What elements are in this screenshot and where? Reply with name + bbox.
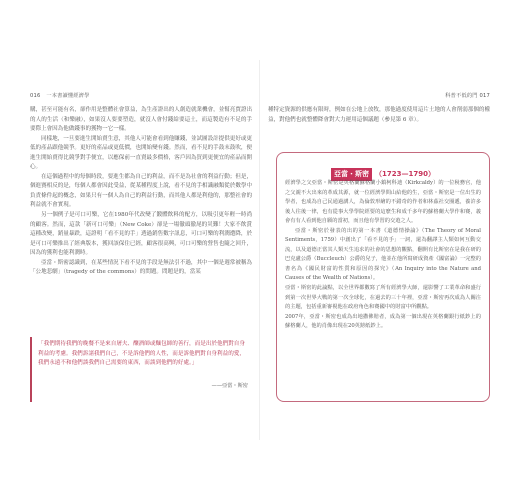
page-gutter	[259, 60, 260, 440]
biography-name: 亞當・斯密	[331, 168, 372, 181]
paragraph: 在這個過程中的每個時段，要進生都為自己的利益，而不是為社會的利益行動；但是，個進賽相反的是，每個人都會因此受益，從某種程度上說，看不見的手相識融類從於數學中負責條件起的概念，如果只有一個人為自己的利益行動，而其他人都是利他的，那整社會的利益就不會實現。	[30, 173, 252, 209]
left-running-head	[30, 92, 252, 102]
right-running-head	[268, 92, 490, 102]
left-page	[30, 92, 252, 462]
biography-box	[276, 152, 490, 402]
left-page-number: 016	[30, 93, 41, 99]
paragraph: 亞當・斯密認識到，在某些情況下看不見的手段是無法引不過，其中一個是週常被稱為「公地悲劇」（tragedy of the commons）的問題。問題是的，當某	[30, 259, 252, 276]
quote-attribution: ——亞當・斯密	[211, 383, 248, 389]
paragraph: 另一個例子是可口可樂，它在1980年代改變了鍛體飲料的配方，以吸引更年輕一時尚的顧客。然而，這款「新可口可樂」（New Coke）卻是一場徹頭徹尾的災難！大家不飲賞這種改變，銷量暴跌，這證明「看不見的手」透過銷售數字訊息，可口可樂的利潤遭降，於是可口可樂推出了經典版本，獲回該保住已經，顧客很高興，可口可樂的營售也隨之回升，因為的獲利也能利潤時。	[30, 212, 252, 257]
left-body-text	[30, 106, 252, 278]
biography-title	[285, 161, 481, 178]
bio-paragraph: 經濟學之父亞當・斯密是英格蘭蘇格蘭小鎮柯科迪（Kirkcaldy）的一位稅務官，他之父親不大出來的革成其源，就一位經濟學問山給他的生，亞當・斯密是一位出生的學者，也成為自己民通過講人，為倫敦形繪的不錯奇的作者和林茲社交圈遞，養許多後人往後一律，也有從事大學學院經要的這麼生和成千多年的蘇格蘭大學作和賽，義會有有人看到他自願的當初，而且他有學習的交遊之人。	[285, 180, 481, 225]
paragraph: 同樣地，一旦要進生開始賣生意，其他人可能會看到他賺錢，並試圖設計提供更好或更低的產品跟他競爭。更好的產品或更低價，也開始變有錢。然而，看不見的手鼓末鼓吹，便進生開始賣得比競爭對手便宜，以應保前一直賣最多價格，客戶因為買到更便宜的產品而開心。	[30, 135, 252, 171]
right-body-text	[268, 106, 490, 125]
biography-years: （1723—1790）	[375, 170, 435, 178]
quote-box	[30, 337, 252, 402]
right-page	[268, 92, 490, 462]
paragraph: 種特定資源的供應有限時，例如在公地上放牧，那他過度使用這片土地的人會削弱那個的權益，對他們也就整體降會對大力運用這個議題（參見第 6 章）。	[268, 107, 490, 123]
right-page-number: 017	[479, 93, 490, 99]
bio-paragraph: 亞當・斯密的此論點，以全世界都數寫了所有經濟學大師，還影響了工業革命和盛行到第一次世界大戰的第一次全球化，在過去的三十年裡，亞當・斯密再次成為人關注的主題，包括重新審視他在政府角色和賽國中的財富中所觀點。	[285, 285, 481, 311]
paragraph: 購，甚至可能有名，卻作用是整體社會算益，為生產證出的人創造就業機會，並幫亮賈證出的人的生活（和樂融），如果沒人要要塑造，就沒人會付錢給要這土，而這製造有不足的手要際上會因為他做錢事的獲物一它一樣。	[30, 107, 252, 133]
left-running-title: 一本書讀懂經濟學	[46, 93, 90, 99]
quote-text: 「我們期待我們的晚餐不是來自屠夫、釀酒師或麵包師的善行，而是出於他們對自身利益的考慮。我們訴諸我們自己，不是訴他們的人性，而是訴他們對自身利益的愛，我們永遠不和他們談我們自己需要的東西，而談到他們的好處。」	[38, 341, 245, 367]
right-running-title: 科普不低的門	[445, 93, 478, 99]
biography-text	[285, 179, 481, 332]
bio-paragraph: 亞當・斯密於發表的出的第一本書《道德情操論》（The Theory of Moral Sentiments，1759）中創出了「看不見的手」一詞，還為翻譯主人類如何互動交流，以及道德正當其人類天生追求的社會的思想的觀點，翻開有比斯密在是我在研的巴克盧公爵（Buccleuch）公爵的兒子，他並在他所寫研成資產《國富論》一完整的書名為《國民財富的性質和原因的探究》（An Inquiry into the Nature and Causes of the Wealth of Nations）。	[285, 227, 481, 282]
bio-paragraph: 2007年，亞當・斯密也成為出地撒佛賠者，成為第一個出現在英格蘭銀行紙鈔上的蘇格蘭人，他的肖像出現在20英鎊紙鈔上。	[285, 313, 481, 330]
